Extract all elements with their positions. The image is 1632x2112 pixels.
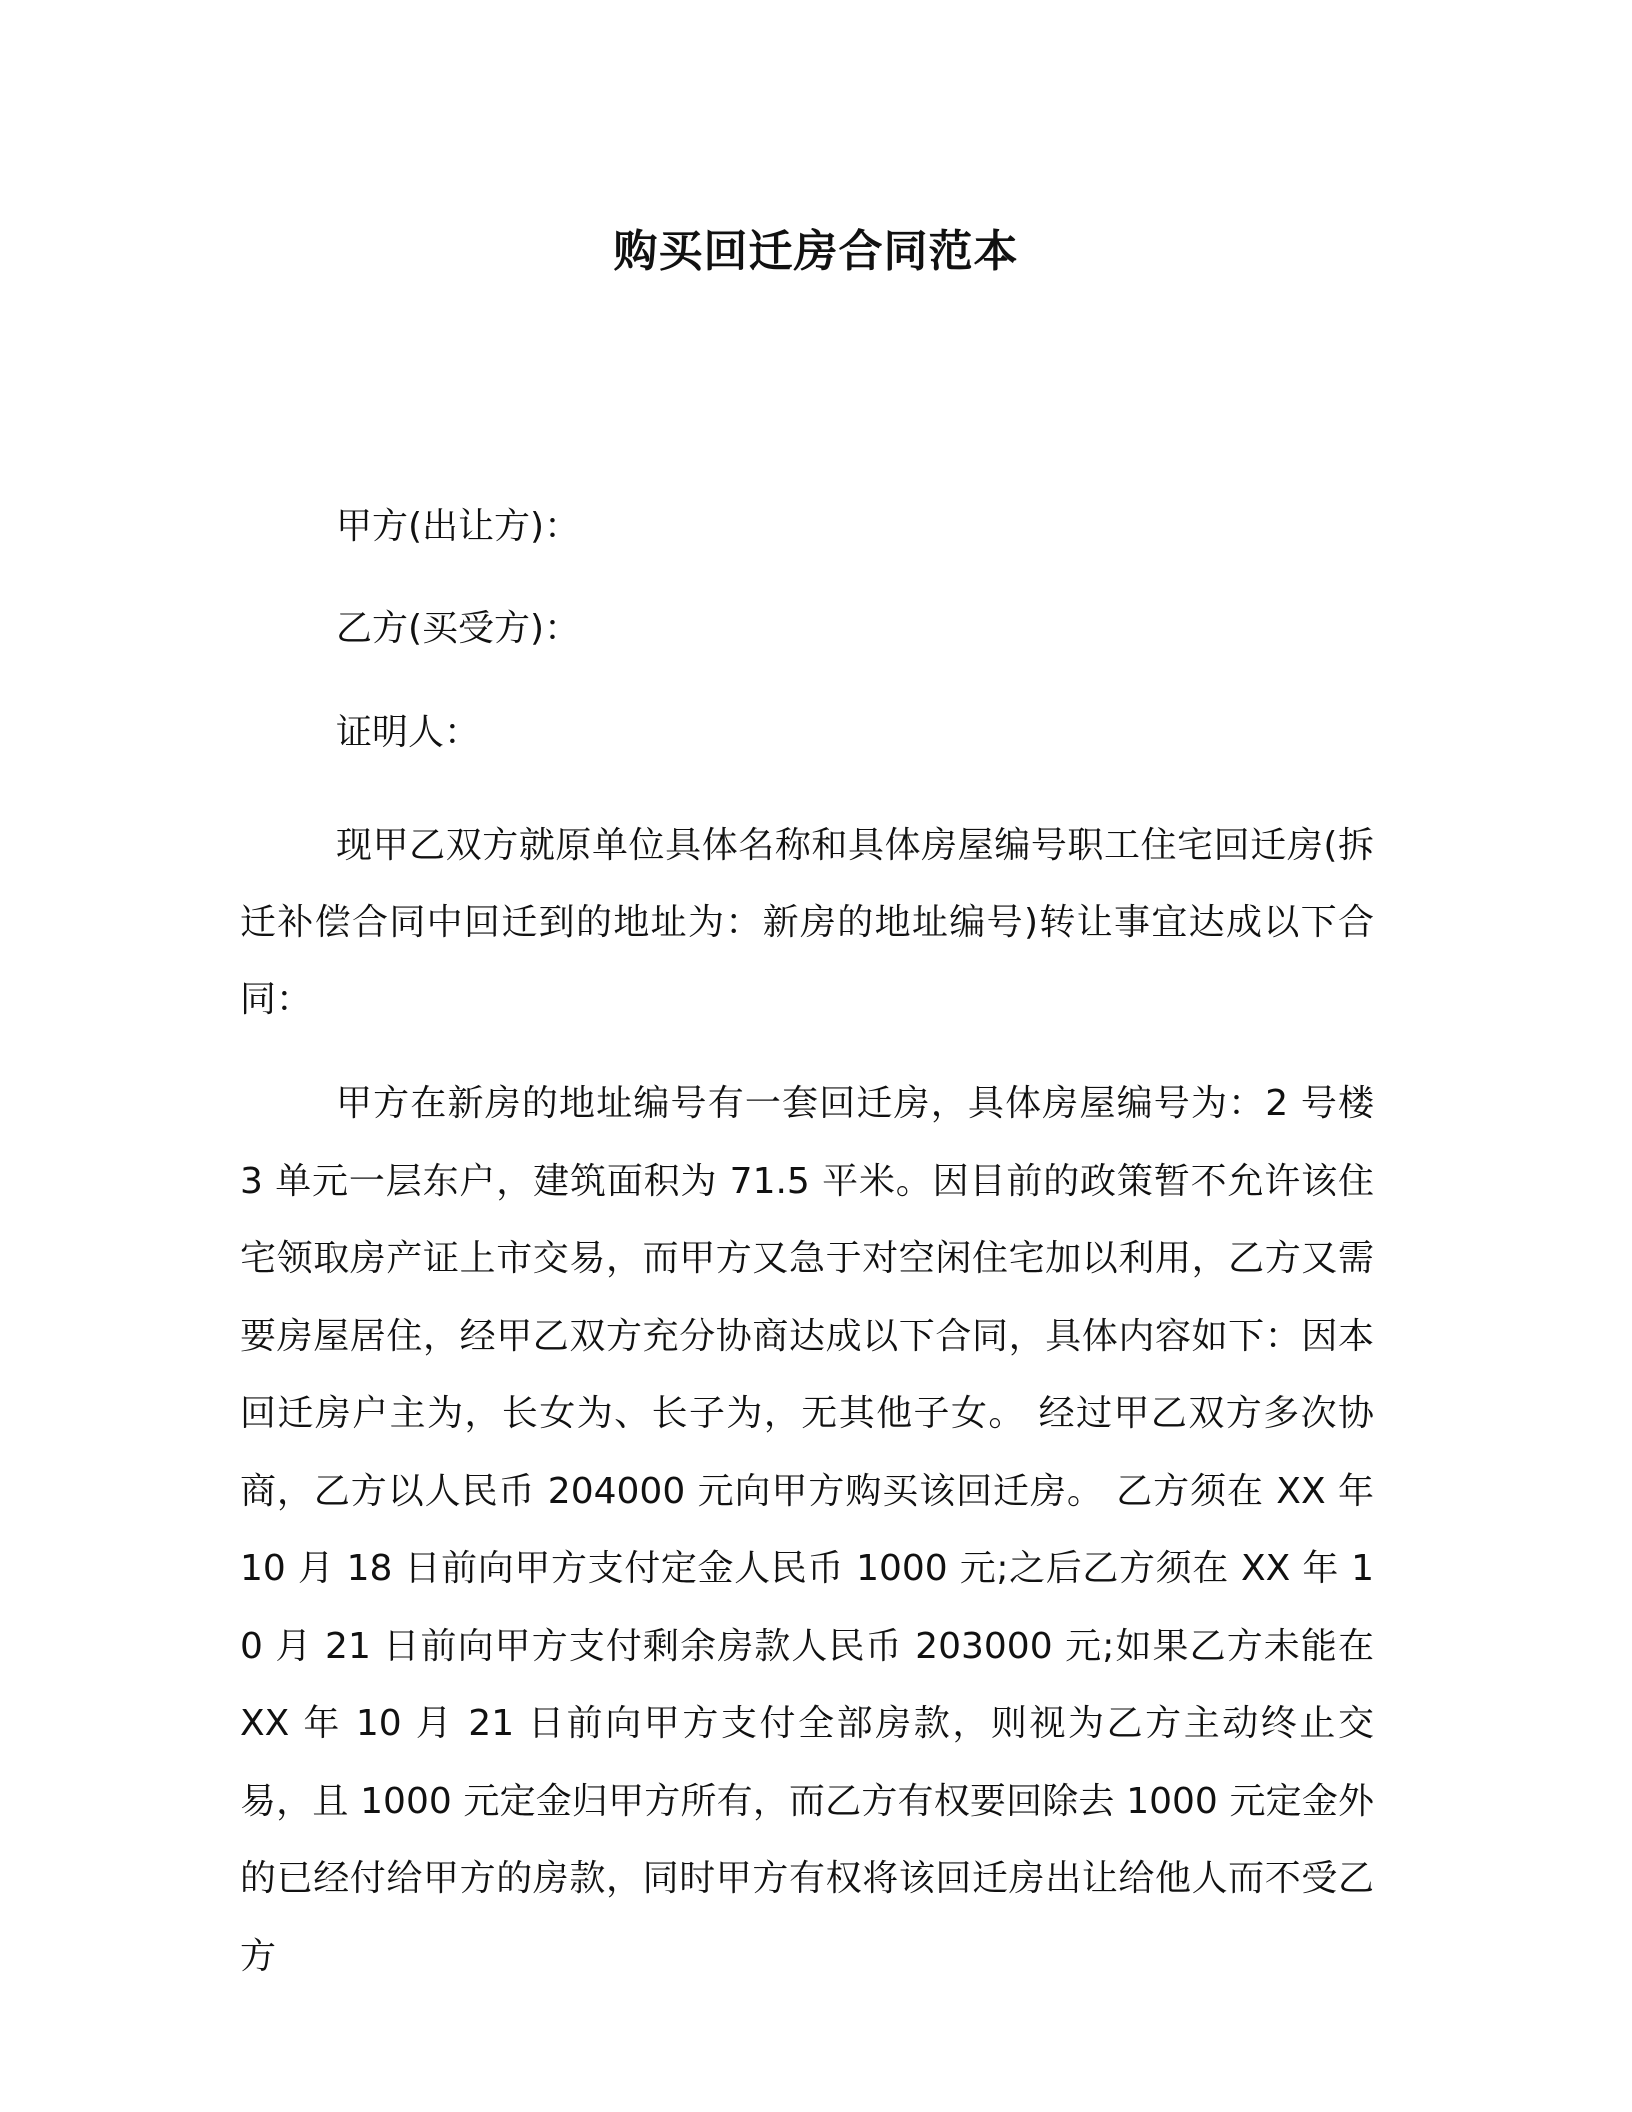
party-a-label: 甲方(出让方)：	[336, 506, 581, 547]
terms-paragraph: 甲方在新房的地址编号有一套回迁房，具体房屋编号为：2 号楼 3 单元一层东户，建筑面积为 71.5 平米。因目前的政策暂不允许该住宅领取房产证上市交易，而甲方又急于对空闲住宅加以利用，乙方又需要房屋居住，经甲乙双方充分协商达成以下合同，具体内容如下：因本回迁房户主为，长女为、长子为，无其他子女。 经过甲乙双方多次协商，乙方以人民币 204000 元向甲方购买该回迁房。 乙方须在 XX 年 10 月 18 日前向甲方支付定金人民币 1000 元;之后乙方须在 XX 年 10 月 21 日前向甲方支付剩余房款人民币 203000 元;如果乙方未能在 XX 年 10 月 21 日前向甲方支付全部房款，则视为乙方主动终止交易，且 1000 元定金归甲方所有，而乙方有权要回除去 1000 元定金外的已经付给甲方的房款，同时甲方有权将该回迁房出让给他人而不受乙方	[240, 1083, 1374, 1977]
intro-paragraph: 现甲乙双方就原单位具体名称和具体房屋编号职工住宅回迁房(拆迁补偿合同中回迁到的地址为：新房的地址编号)转让事宜达成以下合同：	[240, 825, 1374, 1020]
party-b-label: 乙方(买受方)：	[336, 608, 581, 649]
document-title: 购买回迁房合同范本	[613, 226, 1019, 277]
witness-label: 证明人：	[336, 712, 481, 753]
